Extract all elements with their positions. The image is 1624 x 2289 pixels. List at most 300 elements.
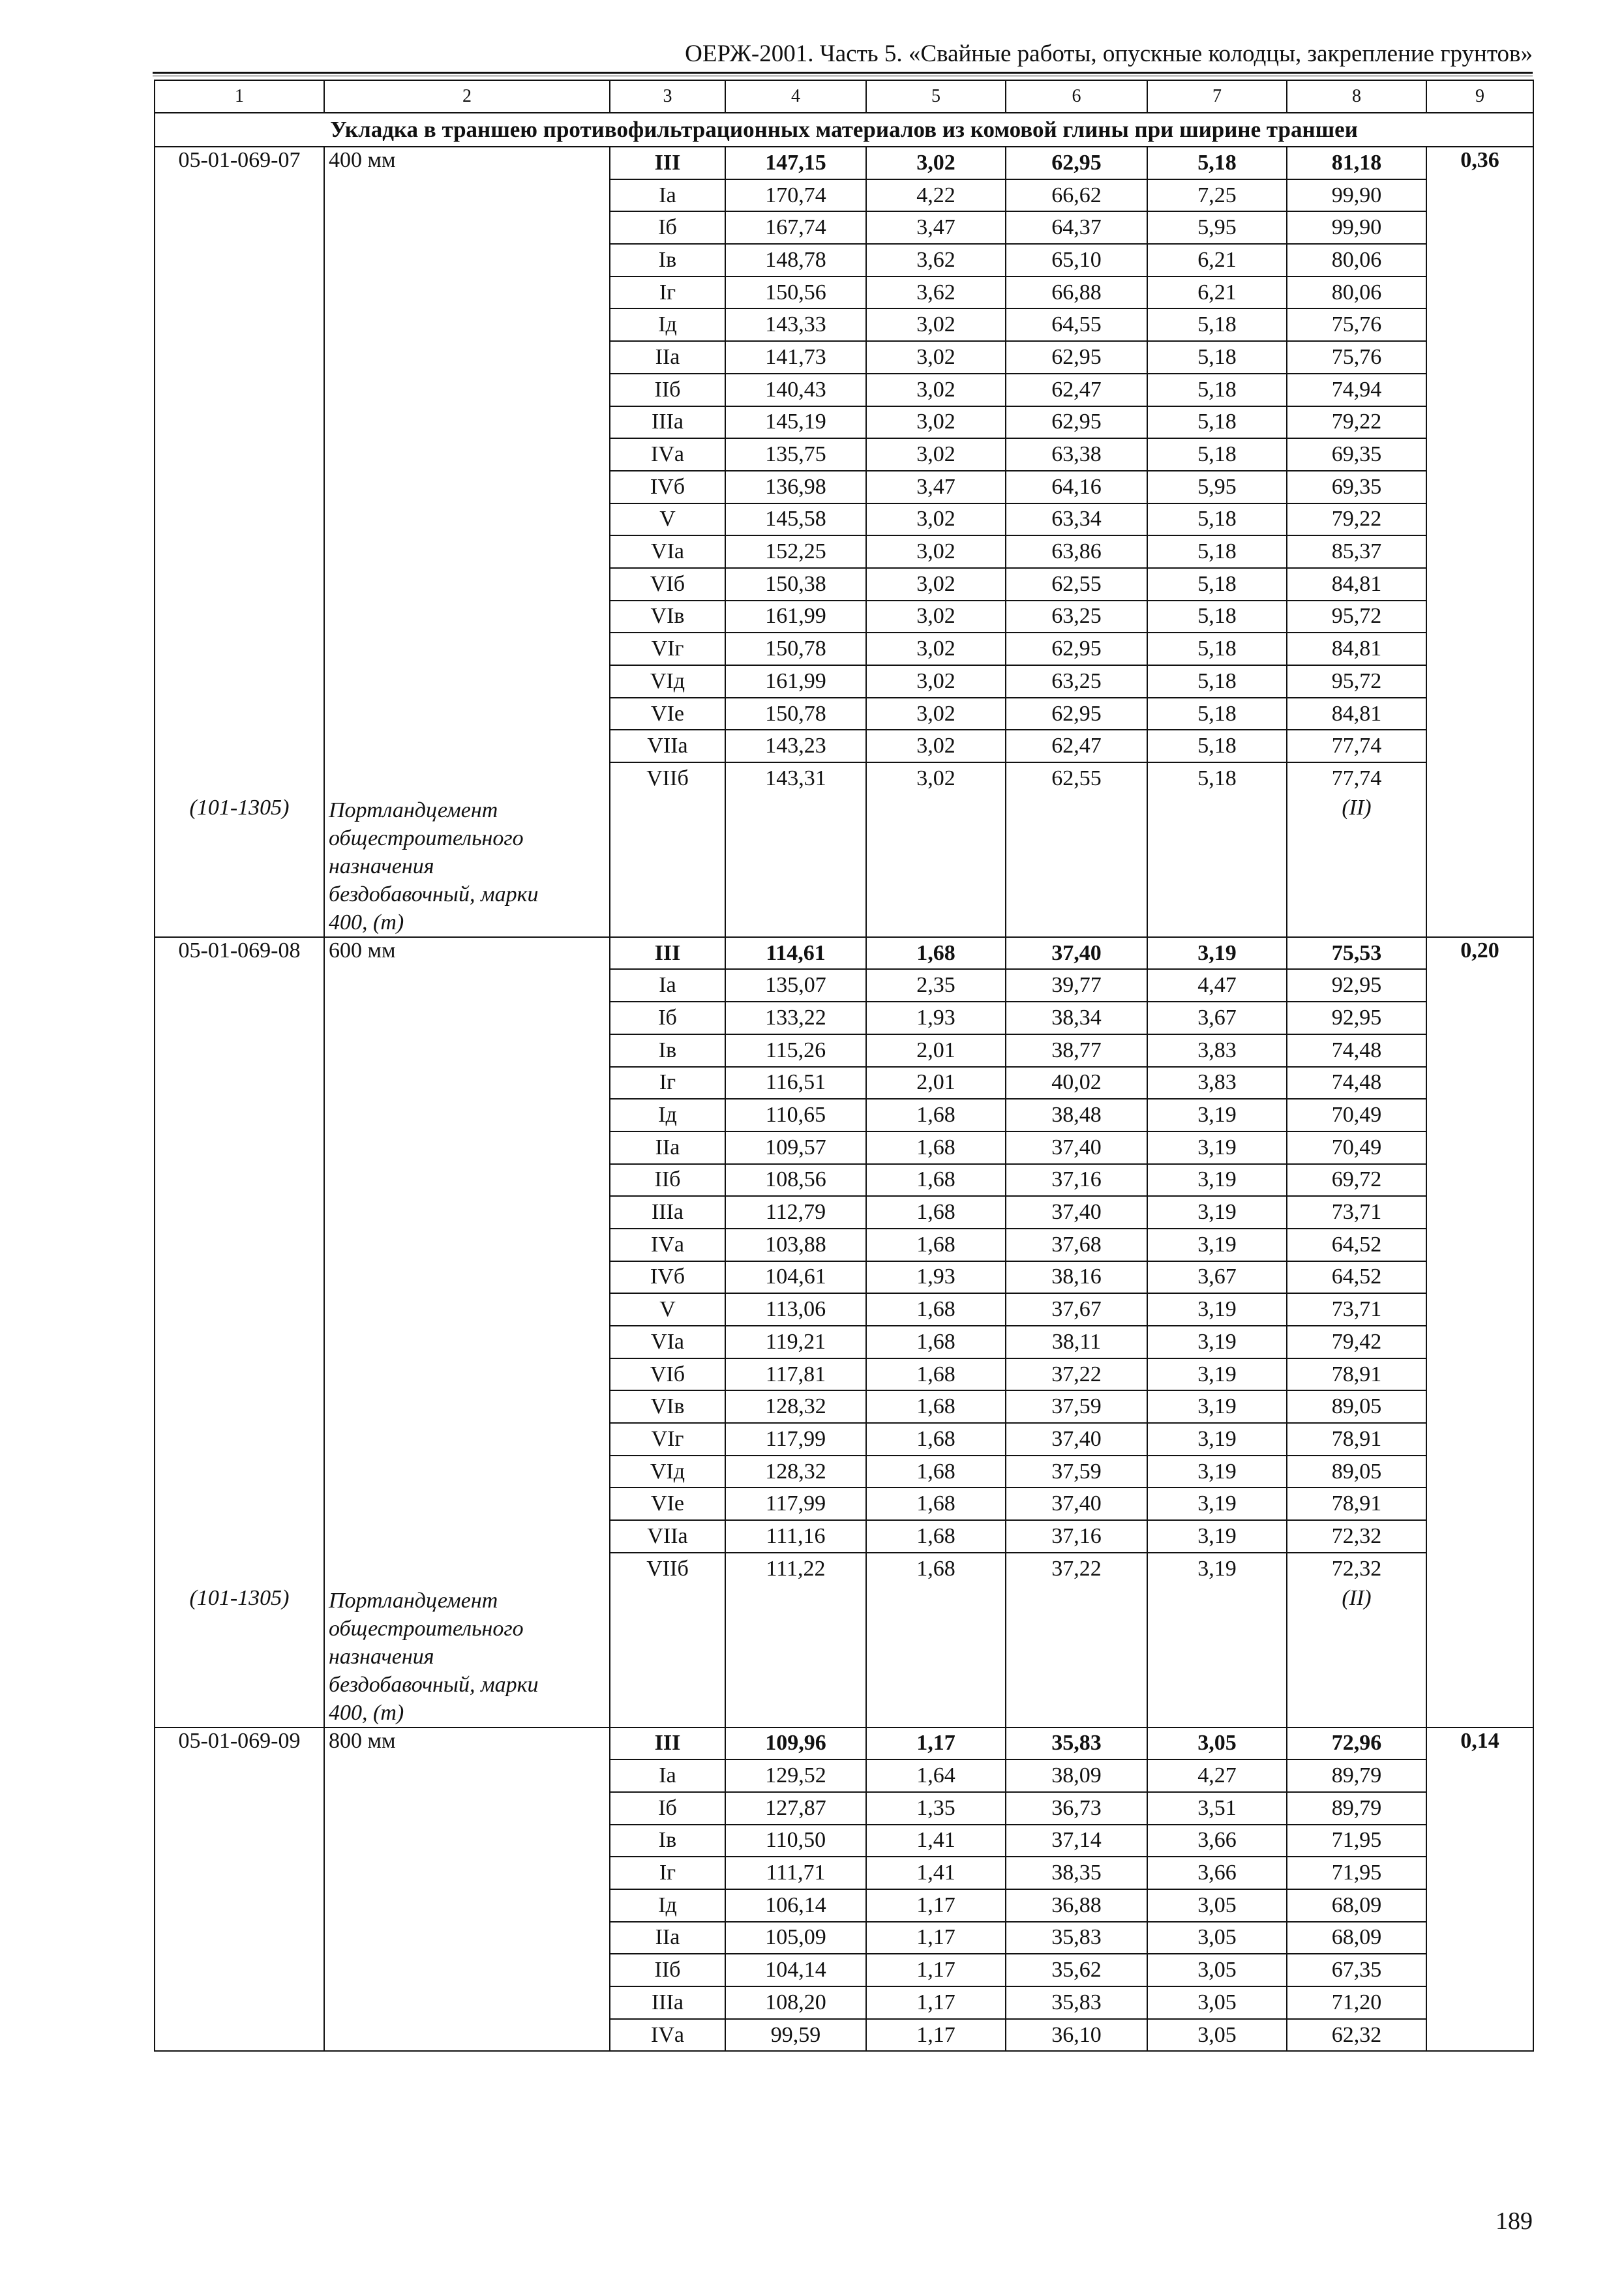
value-cell: 71,95 [1287,1825,1426,1857]
value-cell: 89,79 [1287,1759,1426,1792]
trench-width: 400 мм [324,147,610,795]
value-cell: 74,48 [1287,1034,1426,1067]
value-cell: 3,19 [1147,1164,1287,1197]
resource-value: 0,36 [1426,147,1533,937]
value-cell: 3,62 [866,277,1006,309]
value-cell: 3,67 [1147,1002,1287,1034]
zone-cell: VIб [610,1358,725,1391]
value-cell: 161,99 [725,601,866,633]
trench-width: 800 мм [324,1728,610,2052]
value-cell: 38,11 [1006,1326,1147,1358]
column-number: 2 [324,80,610,113]
value-cell: 63,34 [1006,503,1147,536]
value-cell: 69,72 [1287,1164,1426,1197]
value-cell: 112,79 [725,1196,866,1229]
value-cell: 62,95 [1006,341,1147,374]
value-cell: 89,05 [1287,1390,1426,1423]
section-title: Укладка в траншею противофильтрационных материалов из комовой глины при ширине траншеи [155,113,1533,147]
value-cell: 37,59 [1006,1456,1147,1488]
value-cell: 145,19 [725,406,866,439]
value-cell: 37,67 [1006,1293,1147,1326]
value-cell: 127,87 [725,1792,866,1825]
value-cell: 161,99 [725,665,866,698]
value-cell: 150,78 [725,633,866,665]
value-cell: 79,42 [1287,1326,1426,1358]
value-cell: 5,95 [1147,211,1287,244]
value-cell: 3,19 [1147,937,1287,970]
value-cell: 113,06 [725,1293,866,1326]
value-cell: 78,91 [1287,1488,1426,1520]
zone-cell: IVа [610,1229,725,1261]
value-cell: 5,18 [1147,308,1287,341]
value-cell: 62,55 [1006,762,1147,795]
zone-cell: VIд [610,1456,725,1488]
value-cell: 111,16 [725,1520,866,1553]
value-cell: 37,40 [1006,1488,1147,1520]
value-cell: 35,83 [1006,1728,1147,1760]
material-name [324,1585,610,1728]
empty-cell [725,1585,866,1728]
value-cell: 4,22 [866,179,1006,212]
value-cell: 3,19 [1147,1520,1287,1553]
value-cell: 3,02 [866,665,1006,698]
value-cell: 111,22 [725,1553,866,1585]
zone-cell: VIIа [610,730,725,762]
column-number-row [155,80,1533,113]
value-cell: 106,14 [725,1889,866,1922]
value-cell: 3,02 [866,762,1006,795]
table-row [155,147,1533,179]
value-cell: 36,73 [1006,1792,1147,1825]
value-cell: 141,73 [725,341,866,374]
material-name-line: 400, (т) [329,1700,404,1725]
value-cell: 3,05 [1147,1954,1287,1986]
value-cell: 35,83 [1006,1986,1147,2019]
value-cell: 64,55 [1006,308,1147,341]
value-cell: 74,94 [1287,374,1426,406]
value-cell: 1,68 [866,1390,1006,1423]
value-cell: 1,68 [866,1196,1006,1229]
value-cell: 78,91 [1287,1358,1426,1391]
value-cell: 3,62 [866,244,1006,277]
value-cell: 38,16 [1006,1261,1147,1294]
zone-cell: VIIб [610,762,725,795]
material-name-line: назначения [329,1644,434,1669]
value-cell: 63,38 [1006,438,1147,471]
value-cell: 1,68 [866,1131,1006,1164]
value-cell: 80,06 [1287,244,1426,277]
value-cell: 3,05 [1147,1922,1287,1954]
value-cell: 109,57 [725,1131,866,1164]
value-cell: 117,99 [725,1488,866,1520]
zone-cell: Iд [610,1099,725,1131]
value-cell: 65,10 [1006,244,1147,277]
value-cell: 143,31 [725,762,866,795]
value-cell: 62,47 [1006,730,1147,762]
value-cell: 3,02 [866,568,1006,601]
value-cell: 64,37 [1006,211,1147,244]
empty-cell [866,795,1006,937]
value-cell: 85,37 [1287,535,1426,568]
column-number: 7 [1147,80,1287,113]
value-cell: 77,74 [1287,762,1426,795]
empty-cell [1006,795,1147,937]
material-code: (101-1305) [155,1585,324,1728]
zone-cell: IVб [610,1261,725,1294]
value-cell: 110,50 [725,1825,866,1857]
value-cell: 38,35 [1006,1857,1147,1889]
value-cell: 92,95 [1287,1002,1426,1034]
value-cell: 7,25 [1147,179,1287,212]
value-cell: 3,02 [866,698,1006,730]
value-cell: 72,32 [1287,1553,1426,1585]
zone-cell: Iв [610,1034,725,1067]
value-cell: 5,18 [1147,147,1287,179]
value-cell: 3,05 [1147,2019,1287,2052]
value-cell: 1,93 [866,1002,1006,1034]
value-cell: 5,18 [1147,665,1287,698]
material-name-line: 400, (т) [329,910,404,935]
value-cell: 62,47 [1006,374,1147,406]
value-cell: 150,56 [725,277,866,309]
value-cell: 68,09 [1287,1922,1426,1954]
zone-cell: Iб [610,1792,725,1825]
empty-cell [725,795,866,937]
value-cell: 108,56 [725,1164,866,1197]
value-cell: 1,35 [866,1792,1006,1825]
value-cell: 99,90 [1287,179,1426,212]
value-cell: 95,72 [1287,601,1426,633]
value-cell: 3,83 [1147,1034,1287,1067]
value-cell: 73,71 [1287,1293,1426,1326]
rate-code: 05-01-069-07 [155,147,324,795]
value-cell: 5,18 [1147,698,1287,730]
value-cell: 64,52 [1287,1261,1426,1294]
value-cell: 63,86 [1006,535,1147,568]
value-cell: 3,05 [1147,1986,1287,2019]
value-cell: 5,18 [1147,730,1287,762]
value-cell: 5,18 [1147,406,1287,439]
value-cell: 3,02 [866,601,1006,633]
value-cell: 135,07 [725,969,866,1002]
column-number: 9 [1426,80,1533,113]
value-cell: 152,25 [725,535,866,568]
zone-cell: IIа [610,1131,725,1164]
value-cell: 36,10 [1006,2019,1147,2052]
value-cell: 3,05 [1147,1728,1287,1760]
value-cell: 37,22 [1006,1553,1147,1585]
value-cell: 68,09 [1287,1889,1426,1922]
zone-cell: VIа [610,1326,725,1358]
zone-cell: V [610,503,725,536]
value-cell: 1,64 [866,1759,1006,1792]
value-cell: 5,18 [1147,438,1287,471]
value-cell: 6,21 [1147,244,1287,277]
value-cell: 3,02 [866,535,1006,568]
empty-cell [610,795,725,937]
material-row [155,1585,1533,1728]
value-cell: 37,16 [1006,1520,1147,1553]
value-cell: 136,98 [725,471,866,503]
column-number: 1 [155,80,324,113]
value-cell: 129,52 [725,1759,866,1792]
value-cell: 1,68 [866,1293,1006,1326]
value-cell: 62,95 [1006,633,1147,665]
value-cell: 105,09 [725,1922,866,1954]
zone-cell: IIIа [610,1196,725,1229]
value-cell: 147,15 [725,147,866,179]
value-cell: 63,25 [1006,601,1147,633]
value-cell: 37,40 [1006,937,1147,970]
column-number: 8 [1287,80,1426,113]
value-cell: 3,67 [1147,1261,1287,1294]
value-cell: 150,38 [725,568,866,601]
zone-cell: V [610,1293,725,1326]
value-cell: 104,14 [725,1954,866,1986]
value-cell: 92,95 [1287,969,1426,1002]
value-cell: 148,78 [725,244,866,277]
value-cell: 1,68 [866,1099,1006,1131]
value-cell: 3,02 [866,374,1006,406]
value-cell: 109,96 [725,1728,866,1760]
value-cell: 119,21 [725,1326,866,1358]
value-cell: 1,17 [866,1986,1006,2019]
value-cell: 79,22 [1287,503,1426,536]
header-rule [153,72,1533,76]
value-cell: 62,95 [1006,406,1147,439]
value-cell: 1,17 [866,1922,1006,1954]
value-cell: 38,34 [1006,1002,1147,1034]
value-cell: 103,88 [725,1229,866,1261]
value-cell: 64,16 [1006,471,1147,503]
value-cell: 1,17 [866,1954,1006,1986]
value-cell: 4,47 [1147,969,1287,1002]
zone-cell: VIв [610,601,725,633]
zone-cell: Iг [610,1857,725,1889]
zone-cell: VIа [610,535,725,568]
value-cell: 75,76 [1287,341,1426,374]
value-cell: 69,35 [1287,471,1426,503]
value-cell: 114,61 [725,937,866,970]
value-cell: 2,01 [866,1067,1006,1100]
value-cell: 5,18 [1147,633,1287,665]
zone-cell: IVа [610,438,725,471]
value-cell: 40,02 [1006,1067,1147,1100]
material-name-line: общестроительного [329,1616,524,1641]
value-cell: 3,02 [866,730,1006,762]
value-cell: 70,49 [1287,1131,1426,1164]
resource-value: 0,14 [1426,1728,1533,2052]
value-cell: 75,53 [1287,937,1426,970]
zone-cell: VIв [610,1390,725,1423]
value-cell: 81,18 [1287,147,1426,179]
value-cell: 37,40 [1006,1196,1147,1229]
zone-cell: Iб [610,1002,725,1034]
zone-cell: VIг [610,633,725,665]
value-cell: 37,68 [1006,1229,1147,1261]
value-cell: 1,68 [866,1553,1006,1585]
value-cell: 89,79 [1287,1792,1426,1825]
rate-code: 05-01-069-09 [155,1728,324,2052]
value-cell: 115,26 [725,1034,866,1067]
value-cell: 72,96 [1287,1728,1426,1760]
value-cell: 3,47 [866,211,1006,244]
zone-cell: Iа [610,179,725,212]
value-cell: 84,81 [1287,698,1426,730]
value-cell: 3,83 [1147,1067,1287,1100]
value-cell: 1,68 [866,1520,1006,1553]
value-cell: 62,32 [1287,2019,1426,2052]
empty-cell [866,1585,1006,1728]
value-cell: 5,18 [1147,535,1287,568]
value-cell: 70,49 [1287,1099,1426,1131]
value-cell: 1,68 [866,1456,1006,1488]
value-cell: 117,99 [725,1423,866,1456]
column-number: 6 [1006,80,1147,113]
zone-cell: IIа [610,341,725,374]
value-cell: 150,78 [725,698,866,730]
value-cell: 1,41 [866,1825,1006,1857]
value-cell: 3,02 [866,406,1006,439]
zone-cell: Iа [610,969,725,1002]
value-cell: 4,27 [1147,1759,1287,1792]
value-cell: 3,02 [866,503,1006,536]
value-cell: 133,22 [725,1002,866,1034]
value-cell: 1,68 [866,1358,1006,1391]
column-number: 3 [610,80,725,113]
resource-value: 0,20 [1426,937,1533,1728]
value-cell: 1,68 [866,1326,1006,1358]
zone-cell: III [610,147,725,179]
value-cell: 1,41 [866,1857,1006,1889]
value-cell: 5,95 [1147,471,1287,503]
value-cell: 75,76 [1287,308,1426,341]
value-cell: 71,20 [1287,1986,1426,2019]
zone-cell: III [610,937,725,970]
value-cell: 95,72 [1287,665,1426,698]
value-cell: 37,59 [1006,1390,1147,1423]
zone-cell: VIе [610,1488,725,1520]
value-cell: 3,19 [1147,1293,1287,1326]
value-cell: 5,18 [1147,341,1287,374]
zone-cell: VIе [610,698,725,730]
value-cell: 62,55 [1006,568,1147,601]
price-table [154,80,1534,2052]
value-cell: 3,19 [1147,1131,1287,1164]
value-cell: 110,65 [725,1099,866,1131]
value-cell: 72,32 [1287,1520,1426,1553]
value-cell: 78,91 [1287,1423,1426,1456]
zone-cell: Iв [610,1825,725,1857]
value-cell: 111,71 [725,1857,866,1889]
value-cell: 1,68 [866,1488,1006,1520]
value-cell: 3,66 [1147,1857,1287,1889]
value-cell: 3,19 [1147,1358,1287,1391]
value-cell: 2,35 [866,969,1006,1002]
material-row [155,795,1533,937]
zone-cell: Iб [610,211,725,244]
zone-cell: IIIа [610,1986,725,2019]
value-cell: 35,62 [1006,1954,1147,1986]
value-cell: 3,19 [1147,1553,1287,1585]
value-cell: 3,02 [866,147,1006,179]
value-cell: 39,77 [1006,969,1147,1002]
zone-cell: VIд [610,665,725,698]
column-number: 4 [725,80,866,113]
zone-cell: Iа [610,1759,725,1792]
value-cell: 145,58 [725,503,866,536]
value-cell: 35,83 [1006,1922,1147,1954]
zone-cell: IIа [610,1922,725,1954]
value-cell: 36,88 [1006,1889,1147,1922]
table-row [155,937,1533,970]
page-header: ОЕРЖ-2001. Часть 5. «Свайные работы, опускные колодцы, закрепление грунтов» [685,40,1533,67]
value-cell: 37,22 [1006,1358,1147,1391]
value-cell: 66,88 [1006,277,1147,309]
value-cell: 128,32 [725,1390,866,1423]
value-cell: 1,68 [866,937,1006,970]
value-cell: 38,77 [1006,1034,1147,1067]
value-cell: 3,05 [1147,1889,1287,1922]
value-cell: 1,17 [866,1889,1006,1922]
value-cell: 5,18 [1147,568,1287,601]
value-cell: 6,21 [1147,277,1287,309]
zone-cell: Iв [610,244,725,277]
value-cell: 1,93 [866,1261,1006,1294]
value-cell: 3,02 [866,633,1006,665]
value-cell: 3,19 [1147,1196,1287,1229]
zone-cell: VIг [610,1423,725,1456]
value-cell: 1,68 [866,1164,1006,1197]
zone-cell: IVб [610,471,725,503]
zone-cell: VIIб [610,1553,725,1585]
value-cell: 5,18 [1147,601,1287,633]
zone-cell: IIб [610,1954,725,1986]
material-code: (101-1305) [155,795,324,937]
column-number: 5 [866,80,1006,113]
value-cell: 5,18 [1147,374,1287,406]
value-cell: 108,20 [725,1986,866,2019]
value-cell: 37,40 [1006,1131,1147,1164]
value-cell: 1,68 [866,1423,1006,1456]
trench-width: 600 мм [324,937,610,1585]
material-name-line: назначения [329,854,434,878]
value-cell: 3,19 [1147,1326,1287,1358]
zone-cell: IIб [610,374,725,406]
material-name-line: Портландцемент [329,798,498,822]
zone-cell: IVа [610,2019,725,2052]
value-cell: 104,61 [725,1261,866,1294]
value-cell: 3,19 [1147,1488,1287,1520]
value-cell: 37,14 [1006,1825,1147,1857]
value-cell: 79,22 [1287,406,1426,439]
value-cell: 143,33 [725,308,866,341]
value-cell: 99,90 [1287,211,1426,244]
value-cell: 135,75 [725,438,866,471]
empty-cell [1006,1585,1147,1728]
empty-cell [610,1585,725,1728]
table-body [155,80,1533,2051]
value-cell: 3,02 [866,341,1006,374]
value-cell: 62,95 [1006,698,1147,730]
value-cell: 116,51 [725,1067,866,1100]
value-cell: 74,48 [1287,1067,1426,1100]
value-cell: 170,74 [725,179,866,212]
value-cell: 1,17 [866,1728,1006,1760]
value-cell: 73,71 [1287,1196,1426,1229]
value-cell: 1,68 [866,1229,1006,1261]
value-cell: 3,19 [1147,1390,1287,1423]
